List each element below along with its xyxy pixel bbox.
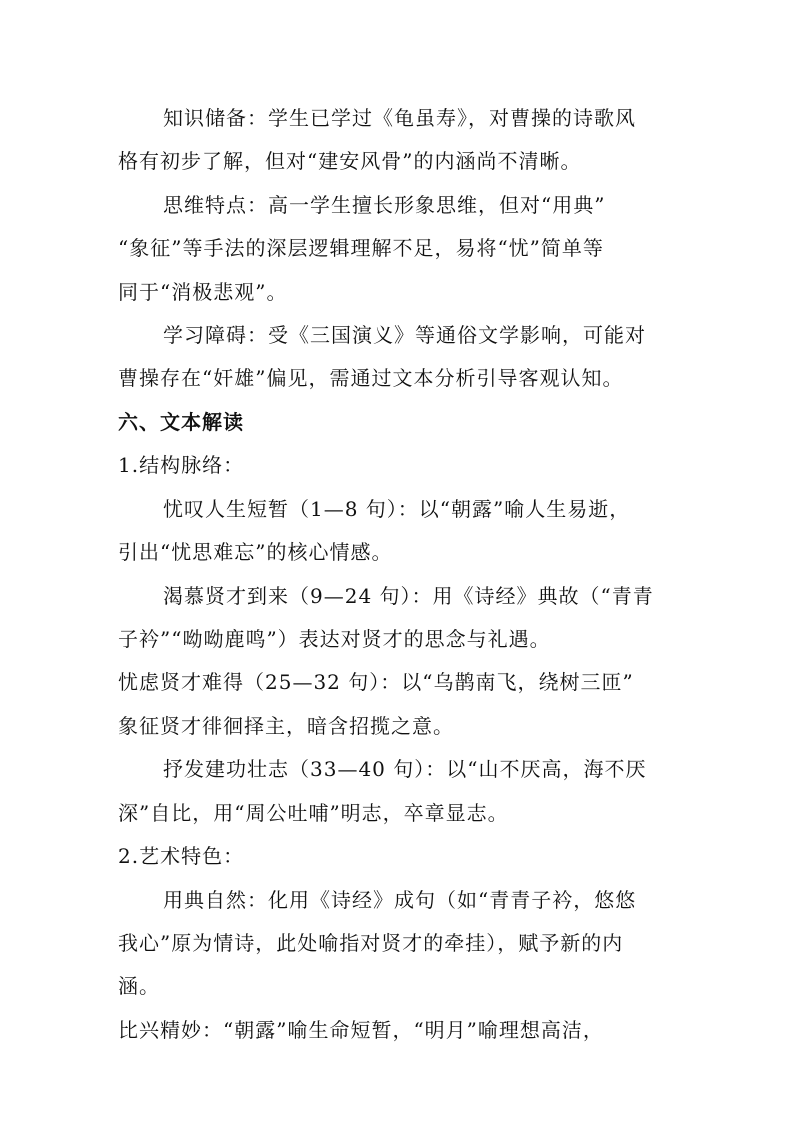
para-knowledge-line-2: 格有初步了解，但对“建安风骨”的内涵尚不清晰。 <box>118 149 582 173</box>
para-obstacle-line-1: 学习障碍：受《三国演义》等通俗文学影响，可能对 <box>163 323 646 347</box>
item-worry-line-2: 象征贤才徘徊择主，暗含招揽之意。 <box>118 714 454 738</box>
para-thinking-line-1: 思维特点：高一学生擅长形象思维，但对“用典” <box>163 193 606 217</box>
para-thinking-line-2: “象征”等手法的深层逻辑理解不足，易将“忧”简单等 <box>118 236 604 260</box>
para-thinking-line-3: 同于“消极悲观”。 <box>118 280 288 304</box>
para-knowledge-line-1: 知识储备：学生已学过《龟虽寿》，对曹操的诗歌风 <box>163 106 636 130</box>
item-longing-line-1: 渴慕贤才到来（9—24 句）：用《诗经》典故（“青青 <box>163 584 654 608</box>
item-ambition-line-2: 深”自比，用“周公吐哺”明志，卒章显志。 <box>118 801 509 825</box>
item-sigh-line-1: 忧叹人生短暂（1—8 句）：以“朝露”喻人生易逝， <box>163 497 631 521</box>
section-heading: 六、文本解读 <box>118 410 244 434</box>
subheading-art: 2.艺术特色： <box>118 844 245 868</box>
item-longing-line-2: 子衿”“呦呦鹿鸣”）表达对贤才的思念与礼遇。 <box>118 627 551 651</box>
item-allusion-line-1: 用典自然：化用《诗经》成句（如“青青子衿，悠悠 <box>163 888 637 912</box>
item-ambition-line-1: 抒发建功壮志（33—40 句）：以“山不厌高，海不厌 <box>163 757 647 781</box>
item-sigh-line-2: 引出“忧思难忘”的核心情感。 <box>118 540 393 564</box>
subheading-structure: 1.结构脉络： <box>118 453 245 477</box>
item-metaphor-line-1: 比兴精妙：“朝露”喻生命短暂，“明月”喻理想高洁， <box>118 1018 604 1042</box>
item-allusion-line-2: 我心”原为情诗，此处喻指对贤才的牵挂），赋予新的内 <box>118 931 624 955</box>
item-worry-line-1: 忧虑贤才难得（25—32 句）：以“乌鹊南飞，绕树三匝” <box>118 670 634 694</box>
para-obstacle-line-2: 曹操存在“奸雄”偏见，需通过文本分析引导客观认知。 <box>118 366 624 390</box>
item-allusion-line-3: 涵。 <box>118 974 160 998</box>
